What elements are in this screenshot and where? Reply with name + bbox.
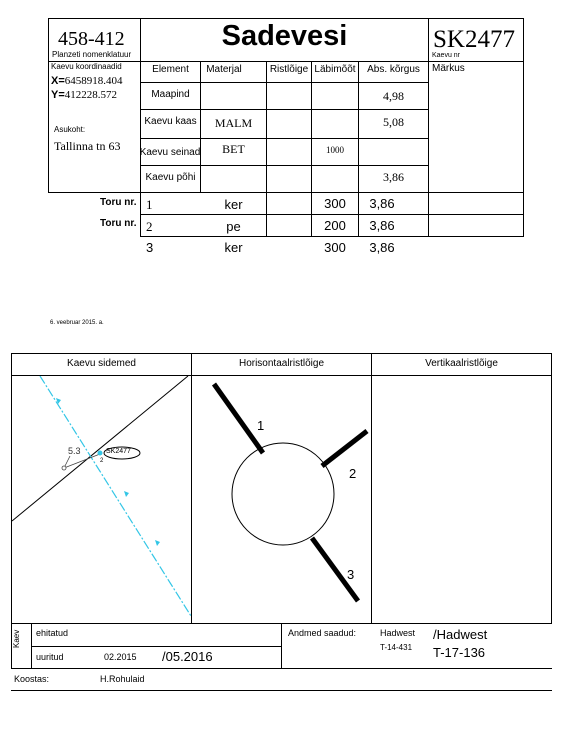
y-coordinate: 412228.572 bbox=[64, 89, 118, 101]
point-label: 2 bbox=[100, 458, 104, 464]
pipe-elevation: 3,86 bbox=[369, 240, 395, 255]
built-label: ehitatud bbox=[36, 628, 69, 638]
surveyed-date: 02.2015 bbox=[104, 652, 137, 662]
row-element: Maapind bbox=[151, 89, 190, 100]
pipe-diameter: 300 bbox=[324, 240, 346, 255]
row-element: Kaevu põhi bbox=[145, 172, 196, 183]
panel-title-vertical: Vertikaalristlõige bbox=[425, 358, 498, 369]
well-number-label: Kaevu nr bbox=[432, 52, 461, 59]
surveyed-label: uuritud bbox=[36, 652, 64, 662]
y-label: Y= bbox=[51, 89, 65, 101]
pipe-diameter: 300 bbox=[324, 196, 346, 211]
horizontal-section-sketch bbox=[192, 376, 371, 623]
compiled-label: Koostas: bbox=[14, 674, 50, 684]
pipe-1-label: 1 bbox=[257, 418, 265, 433]
panel-title-horizontal: Horisontaalristlõige bbox=[238, 358, 325, 369]
header-element: Element bbox=[152, 64, 189, 75]
coordinates-label: Kaevu koordinaadid bbox=[51, 62, 122, 71]
page-title: Sadevesi bbox=[221, 20, 348, 52]
pipe-material: pe bbox=[226, 219, 241, 234]
pipe-label: Toru nr. bbox=[100, 218, 137, 229]
angle-label: 5.3 bbox=[68, 446, 81, 456]
nomenclature-value: 458-412 bbox=[58, 28, 125, 50]
pipe-elevation: 3,86 bbox=[369, 196, 395, 211]
compiled-value: H.Rohulaid bbox=[100, 674, 145, 684]
well-links-sketch bbox=[12, 376, 191, 623]
well-sketch-label: SK2477 bbox=[106, 448, 131, 455]
header-diameter: Läbimõõt bbox=[314, 64, 356, 75]
pipe-number: 3 bbox=[146, 240, 154, 255]
header-section: Ristlõige bbox=[269, 64, 309, 75]
header-remark: Märkus bbox=[432, 63, 465, 74]
nomenclature-label: Planzeti nomenklatuur bbox=[52, 50, 132, 59]
row-elevation: 3,86 bbox=[383, 170, 404, 184]
pipe-3-label: 3 bbox=[347, 567, 355, 582]
data-source-label: Andmed saadud: bbox=[288, 628, 357, 638]
x-label: X= bbox=[51, 75, 65, 87]
side-label: Kaev bbox=[12, 629, 21, 648]
row-element: Kaevu kaas bbox=[144, 116, 197, 127]
pipe-2-label: 2 bbox=[349, 466, 357, 481]
pipe-number: 1 bbox=[146, 197, 153, 212]
row-element: Kaevu seinad bbox=[139, 147, 201, 158]
row-diameter: 1000 bbox=[326, 145, 344, 155]
panel-title-links: Kaevu sidemed bbox=[67, 358, 136, 369]
pipe-material: ker bbox=[224, 240, 243, 255]
source-2-name: /Hadwest bbox=[433, 627, 488, 642]
location-label: Asukoht: bbox=[54, 125, 86, 134]
location-value: Tallinna tn 63 bbox=[54, 139, 121, 153]
source-2-code: T-17-136 bbox=[433, 645, 486, 660]
document-date: 6. veebruar 2015. a. bbox=[50, 320, 104, 326]
pipe-label: Toru nr. bbox=[100, 197, 137, 208]
pipe-material: ker bbox=[224, 197, 243, 212]
row-material: BET bbox=[222, 142, 245, 156]
row-material: MALM bbox=[214, 116, 253, 130]
pipe-number: 2 bbox=[146, 219, 153, 234]
header-elevation: Abs. kõrgus bbox=[367, 64, 420, 75]
pipe-elevation: 3,86 bbox=[369, 218, 395, 233]
well-number-value: SK2477 bbox=[433, 26, 515, 53]
pipe-diameter: 200 bbox=[324, 218, 346, 233]
header-material: Materjal bbox=[206, 64, 242, 75]
source-1-name: Hadwest bbox=[380, 628, 416, 638]
row-elevation: 4,98 bbox=[383, 89, 404, 103]
x-coordinate: 6458918.404 bbox=[64, 75, 123, 87]
source-1-code: T-14-431 bbox=[380, 643, 413, 652]
surveyed-date-2: /05.2016 bbox=[162, 649, 213, 664]
row-elevation: 5,08 bbox=[383, 115, 404, 129]
